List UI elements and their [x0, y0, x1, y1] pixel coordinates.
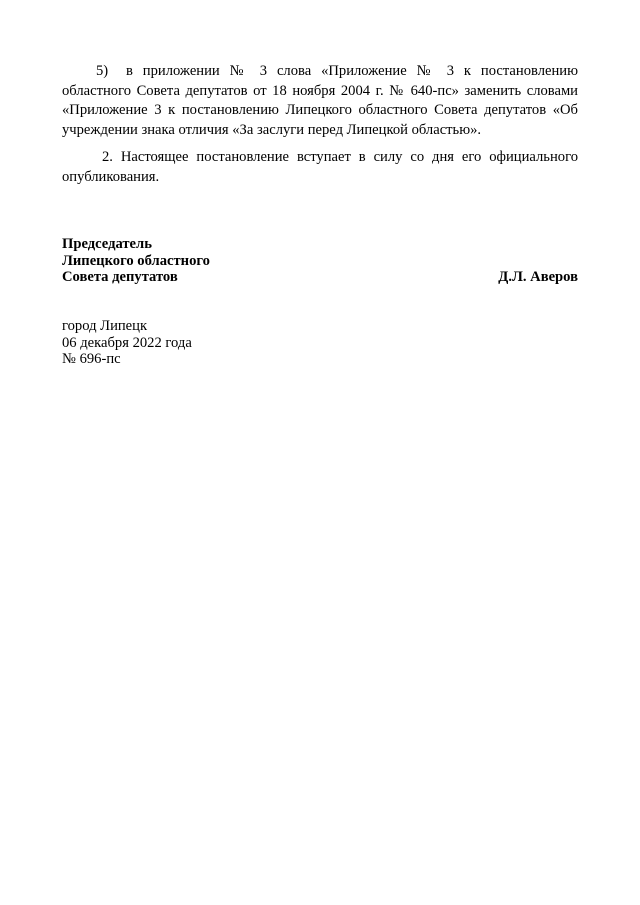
- signature-block: [62, 236, 578, 286]
- signature-line: [62, 269, 578, 286]
- item-5-number: 5): [96, 63, 109, 79]
- paragraph-item-5: [62, 62, 578, 140]
- signatory-name: Д.Л. Аверов: [498, 269, 578, 285]
- item-5-text: в приложении № 3 слова «Приложение № 3 к постановлению областного Совета депутатов от 18 ноября 2004 г. № 640-пс» заменить словами «Приложение 3 к постановлению Липецкого областного Совета депутатов «Об учреждении знака отличия «За заслуги перед Липецкой областью».: [62, 63, 578, 138]
- footer-city: город Липецк: [62, 318, 148, 334]
- signatory-title-line-3: Совета депутатов: [62, 269, 178, 285]
- paragraph-item-2: 2. Настоящее постановление вступает в силу со дня его официального опубликования.: [62, 149, 578, 185]
- document-footer: [62, 318, 192, 368]
- signatory-title-line-2: Липецкого областного: [62, 252, 210, 269]
- signatory-title-line-1: Председатель: [62, 236, 152, 252]
- footer-doc-number: № 696-пс: [62, 351, 121, 367]
- footer-date: 06 декабря 2022 года: [62, 334, 192, 351]
